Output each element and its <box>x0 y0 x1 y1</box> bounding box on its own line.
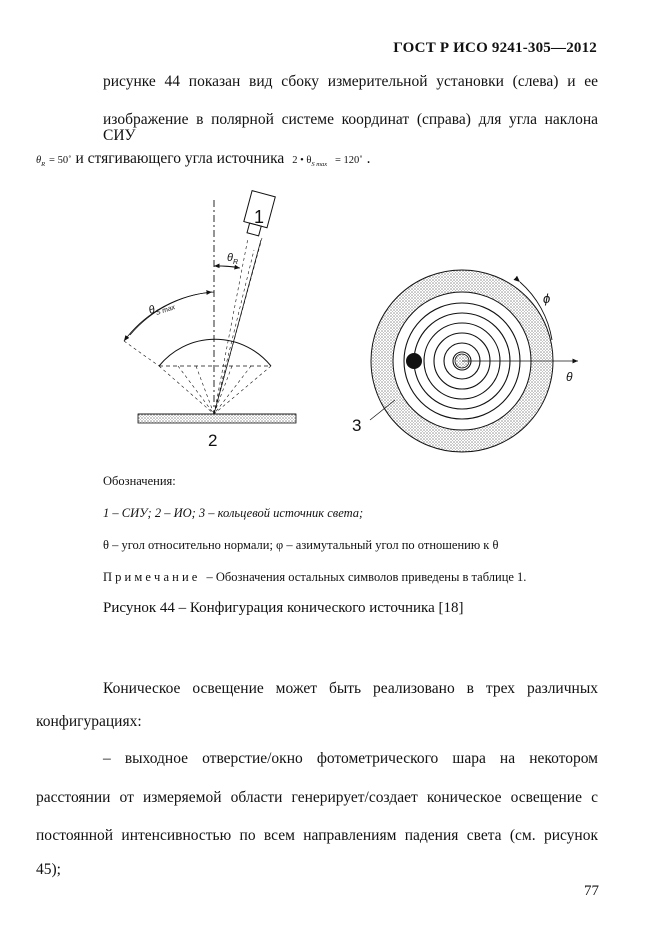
phi-label: ϕ <box>543 291 551 306</box>
theta-s-max-label: $\theta_{S max}$ <box>147 303 177 317</box>
body-p1-line-1: Коническое освещение может быть реализовано в трех различных <box>103 680 598 697</box>
label-3: 3 <box>352 416 362 435</box>
page-number: 77 <box>584 883 599 899</box>
light-dome-arc <box>159 339 271 366</box>
legend-note <box>103 570 526 585</box>
note-text: – Обозначения остальных символов приведены в таблице 1. <box>206 570 527 584</box>
legend-items: 1 – СИУ; 2 – ИО; 3 – кольцевой источник света; <box>103 506 364 520</box>
side-view-diagram <box>124 191 296 450</box>
body-p2-line-2: расстоянии от измеряемой области генерирует/создает коническое освещение с <box>36 789 598 806</box>
body-p2-line-4: 45); <box>36 861 61 878</box>
intro-line-3: $\theta_R$ = 50˚ и стягивающего угла источника 2 • $\theta_{S max}$ = 120˚ . <box>36 150 371 168</box>
label-2: 2 <box>208 431 218 450</box>
figure-caption: Рисунок 44 – Конфигурация конического источника [18] <box>103 600 464 616</box>
measurement-spot <box>406 353 422 369</box>
polar-view-diagram <box>352 270 578 452</box>
theta-s-max-arc <box>124 292 214 341</box>
conoscopic-source-figure <box>0 185 661 455</box>
theta-r-formula: $\theta_R$ = 50˚ <box>36 155 72 168</box>
legend-title: Обозначения: <box>103 474 176 488</box>
theta-r-label: $\theta_R$ <box>227 252 239 266</box>
body-p2-line-1: – выходное отверстие/окно фотометрического шара на некотором <box>103 750 598 767</box>
intro-line-1: рисунке 44 показан вид сбоку измерительной установки (слева) и ее <box>103 73 598 90</box>
sample-plate <box>138 414 296 423</box>
intro-line-3-text: и стягивающего угла источника <box>75 150 285 167</box>
label-1: 1 <box>254 207 265 227</box>
theta-axis-label: θ <box>566 370 573 384</box>
legend-theta-line: θ – угол относительно нормали; φ – азимутальный угол по отношению к θ <box>103 538 499 552</box>
body-p1-line-2: конфигурациях: <box>36 713 142 730</box>
intro-line-2: изображение в полярной системе координат (справа) для угла наклона СИУ <box>103 111 598 144</box>
cone-angle-formula: 2 • $\theta_{S max}$ = 120˚ <box>292 155 363 168</box>
note-label: П р и м е ч а н и е <box>103 570 198 584</box>
body-p2-line-3: постоянной интенсивностью по всем направлениям падения света (см. рисунок <box>36 827 598 844</box>
document-header: ГОСТ Р ИСО 9241-305—2012 <box>393 40 597 56</box>
